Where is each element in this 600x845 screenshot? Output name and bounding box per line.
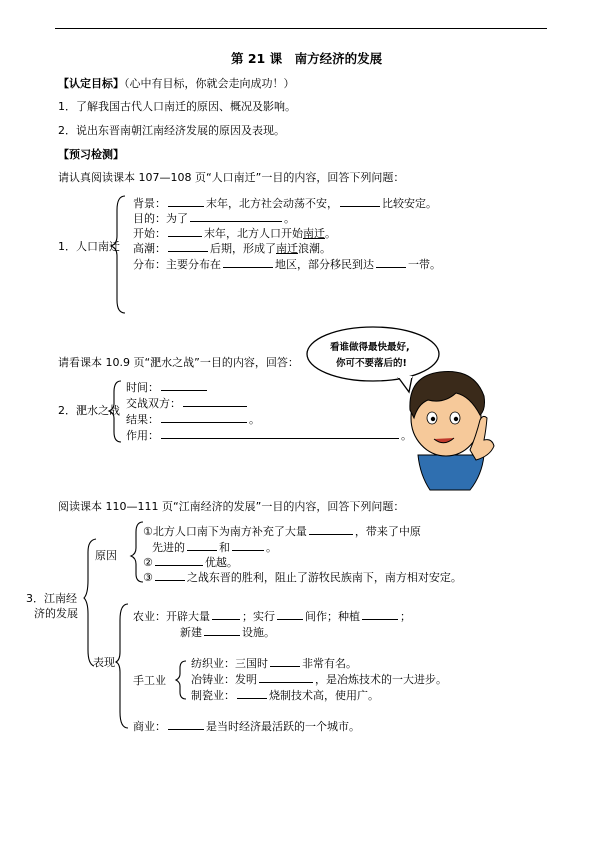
s3-reasons-brace <box>131 522 143 582</box>
s3-instruction: 阅读课本 110—111 页“江南经济的发展”一目的内容，回答下列问题： <box>58 500 405 513</box>
s3-reason-1b: 先进的 和 。 <box>152 541 277 554</box>
s3-handicraft-label: 手工业 <box>133 674 166 687</box>
s3-reason-1: ①北方人口南下为南方补充了大量 ，带来了中原 <box>143 525 421 538</box>
cartoon-boy-icon <box>410 372 494 491</box>
s1-start: 开始： 末年，北方人口开始南迁。 <box>133 227 336 240</box>
answer-blank[interactable] <box>309 524 353 535</box>
answer-blank[interactable] <box>168 719 204 730</box>
s2-brace <box>109 381 121 442</box>
bubble-tail <box>398 377 412 392</box>
s2-sides: 交战双方： <box>126 396 249 411</box>
s3-agriculture: 农业：开辟大量 ；实行 间作；种植 ； <box>133 610 411 623</box>
s3-porcelain: 制瓷业： 烧制技术高，使用广。 <box>191 689 379 702</box>
s1-distribution: 分布：主要分布在 地区，部分移民到达 一带。 <box>133 258 441 271</box>
s1-label: 1．人口南迁 <box>58 240 120 253</box>
bubble-line-2: 你可不要落后的! <box>336 358 407 369</box>
goal-heading: 【认定目标】 <box>58 77 124 90</box>
answer-blank[interactable] <box>212 609 240 620</box>
s3-reason-3: ③ 之战东晋的胜利，阻止了游牧民族南下，南方相对安定。 <box>143 571 462 584</box>
s2-time: 时间： <box>126 380 209 395</box>
answer-blank[interactable] <box>259 672 313 683</box>
goal-item-2: 2．说出东晋南朝江南经济发展的原因及表现。 <box>58 124 285 137</box>
answer-blank[interactable] <box>270 656 300 667</box>
s3-label-line-1: 3．江南经 <box>26 592 77 605</box>
goal-motto: （心中有目标，你就会走向成功！） <box>124 77 295 90</box>
answer-blank[interactable] <box>155 555 203 566</box>
s2-result: 结果： 。 <box>126 413 260 426</box>
s3-textile: 纺织业：三国时 非常有名。 <box>191 657 357 670</box>
answer-blank[interactable] <box>277 609 303 620</box>
preview-heading: 【预习检测】 <box>58 148 124 161</box>
s3-performance-label: 表现 <box>93 656 115 669</box>
s3-commerce: 商业： 是当时经济最活跃的一个城市。 <box>133 720 360 733</box>
s3-reasons-label: 原因 <box>95 549 117 562</box>
s3-agriculture-2: 新建 设施。 <box>180 626 275 639</box>
s1-brace <box>111 196 125 313</box>
s1-background: 背景： 末年，北方社会动荡不安， 比较安定。 <box>133 197 437 210</box>
goal-item-1: 1．了解我国古代人口南迁的原因、概况及影响。 <box>58 100 296 113</box>
answer-blank[interactable] <box>232 540 264 551</box>
s2-effect: 作用： 。 <box>126 429 412 442</box>
s3-metallurgy: 冶铸业：发明 ，是冶炼技术的一大进步。 <box>191 673 447 686</box>
answer-blank[interactable] <box>237 688 267 699</box>
s3-reason-2: ② 优越。 <box>143 556 238 569</box>
s1-instruction: 请认真阅读课本 107—108 页“人口南迁”一目的内容，回答下列问题： <box>58 171 405 184</box>
s1-purpose: 目的：为了 。 <box>133 212 295 225</box>
s3-handicraft-brace <box>176 661 186 699</box>
answer-blank[interactable] <box>362 609 398 620</box>
answer-blank[interactable] <box>187 540 217 551</box>
answer-blank[interactable] <box>204 625 240 636</box>
s3-performance-brace <box>116 604 128 728</box>
page-title: 第 21 课 南方经济的发展 <box>231 51 383 66</box>
s1-peak: 高潮： 后期，形成了南迁浪潮。 <box>133 242 331 255</box>
s2-instruction: 请看课本 10.9 页“淝水之战”一目的内容，回答： <box>58 356 299 369</box>
answer-blank[interactable] <box>155 570 185 581</box>
s3-label-line-2: 济的发展 <box>34 607 78 620</box>
s2-label: 2．淝水之战 <box>58 404 120 417</box>
bubble-line-1: 看谁做得最快最好, <box>330 342 410 353</box>
